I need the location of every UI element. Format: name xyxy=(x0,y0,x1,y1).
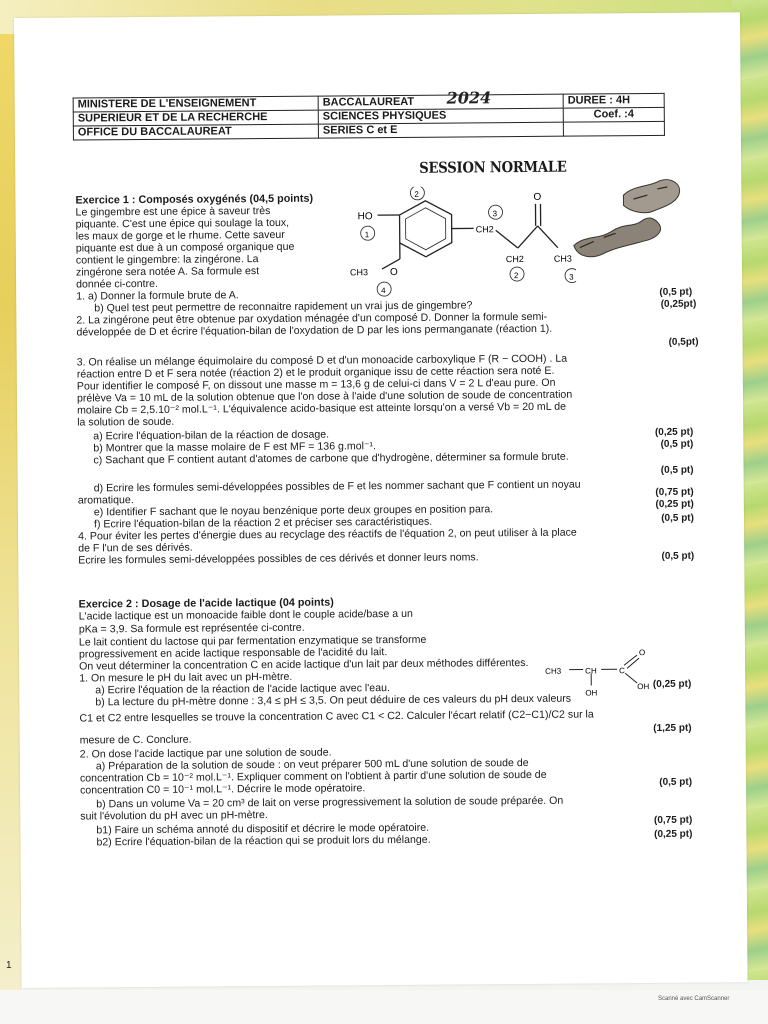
points: (0,5 pt) xyxy=(661,550,695,562)
ch3-label: CH3 xyxy=(553,253,572,264)
ex2-q2b-line: b) Dans un volume Va = 20 cm³ de lait on verse progressivement la solution de soude préparée. On xyxy=(96,794,564,811)
ex1-q3-line: Pour identifier le composé F, on dissout une masse m = 13,6 g de celui-ci dans V = 2 L d'eau pure. On xyxy=(76,376,556,393)
ex2-q2b2: b2) Ecrire l'équation-bilan de la réaction qui se produit lors du mélange. xyxy=(96,833,431,849)
ex1-q4-line: 4. Pour éviter les pertes d'énergie dues au recyclage des réactifs de l'équation 2, on peut utiliser à la place xyxy=(78,526,577,543)
subject: SCIENCES PHYSIQUES xyxy=(318,108,563,124)
series: SERIES C et E xyxy=(318,122,563,138)
points: (0,5 pt) xyxy=(659,286,693,298)
exercise-1-title: Exercice 1 : Composés oxygénés (04,5 points) xyxy=(75,192,314,207)
handwritten-year: 2024 xyxy=(446,88,492,108)
circled-number: 3 xyxy=(569,272,574,282)
points: (0,75 pt) xyxy=(653,814,693,826)
ex1-q3f: f) Ecrire l'équation-bilan de la réaction 2 et préciser ses caractéristiques. xyxy=(93,515,433,531)
ex1-q1b: b) Quel test peut permettre de reconnaitre rapidement un vrai jus de gingembre? xyxy=(94,299,473,315)
circled-number: 1 xyxy=(364,230,370,240)
ex1-q3b: b) Montrer que la masse molaire de F est MF = 136 g.mol⁻¹. xyxy=(93,440,377,455)
ex2-intro-line: L'acide lactique est un monoacide faible dont le couple acide/base a un xyxy=(78,607,413,623)
ex1-intro-line: les maux de gorge et le rhume. Cette saveur xyxy=(75,228,285,243)
points: (0,75 pt) xyxy=(655,486,694,498)
lactic-acid-structure xyxy=(545,643,655,704)
ministry-line-2: SUPERIEUR ET DE LA RECHERCHE xyxy=(73,110,318,126)
ex1-q3-line: la solution de soude. xyxy=(77,415,175,429)
ex1-intro-line: Le gingembre est une épice à saveur très xyxy=(75,204,271,219)
oh-label: OH xyxy=(585,688,598,698)
circled-number: 2 xyxy=(414,189,419,199)
ex2-q1b-line: mesure de C. Conclure. xyxy=(79,733,192,747)
scanner-watermark: Scanné avec CamScanner xyxy=(658,996,730,1002)
page-number: 1 xyxy=(6,960,12,971)
office-name: OFFICE DU BACCALAUREAT xyxy=(73,124,318,140)
points: (0,5 pt) xyxy=(660,438,694,450)
exam-sheet xyxy=(14,12,748,988)
circled-number: 3 xyxy=(492,209,498,219)
ex1-q3d-line: d) Ecrire les formules semi-développées possibles de F et les nommer sachant que F contient un noyau xyxy=(93,478,581,495)
ex1-q4-line: Ecrire les formules semi-développées possibles de ces dérivés et donner leurs noms. xyxy=(78,551,479,567)
ex2-q2: 2. On dose l'acide lactique par une solution de soude. xyxy=(79,746,332,761)
exercise-2-title: Exercice 2 : Dosage de l'acide lactique (04 points) xyxy=(78,596,334,611)
background-bottom xyxy=(0,990,768,1024)
oh-label: OH xyxy=(637,682,650,692)
ex2-q2a-line: concentration Cb = 10⁻² mol.L⁻¹. Expliquer comment on l'obtient à partir d'une solution de soude de xyxy=(79,768,547,785)
ex2-q2b-line: suit l'évolution du pH avec un pH-mètre. xyxy=(80,809,268,823)
o-label: O xyxy=(638,648,646,658)
ex2-q1b-line: b) La lecture du pH-mètre donne : 3,4 ≤ pH ≤ 3,5. On peut déduire de ces valeurs du pH deux valeurs xyxy=(95,692,572,709)
ex1-q2-line: 2. La zingérone peut être obtenue par oxydation ménagée d'un composé D. Donner la formule semi- xyxy=(76,310,548,327)
ex1-q3-line: molaire Cb = 2,5.10⁻² mol.L⁻¹. L'équivalence acido-basique est atteinte lorsqu'on a versé Vb = 20 mL de xyxy=(77,400,567,417)
ex1-intro-line: piquante. C'est une épice qui soulage la toux, xyxy=(75,216,290,231)
ch2-label-2: CH2 xyxy=(505,254,524,265)
ex1-q3-line: 3. On réalise un mélange équimolaire du composé D et d'un monoacide carboxylique F (R − COOH) . La xyxy=(76,352,568,369)
ex1-intro-line: contient le gingembre: la zingérone. La xyxy=(75,253,259,267)
ch3-label: CH3 xyxy=(545,666,562,676)
ch-label: CH xyxy=(585,666,597,676)
points: (0,5 pt) xyxy=(659,776,693,788)
c-label: C xyxy=(619,666,625,676)
coefficient: Coef. :4 xyxy=(563,107,664,122)
ex1-q3-line: réaction entre D et F sera notée (réaction 2) et le produit organique issu de cette réaction sera noté E. xyxy=(76,364,555,381)
ex2-intro-line: Le lait contient du lactose qui par fermentation enzymatique se transforme xyxy=(78,633,427,649)
ginger-root-image xyxy=(563,175,694,266)
ex1-q3-line: prélève Va = 10 mL de la solution obtenue que l'on dose à l'aide d'une solution de soude de concentration xyxy=(76,388,573,405)
points: (0,5 pt) xyxy=(661,512,694,524)
ex2-q1b-line: C1 et C2 entre lesquelles se trouve la concentration C avec C1 < C2. Calculer l'écart relatif (C2−C1)/C2 sur la xyxy=(79,708,594,725)
ex1-intro-line: piquante est due à un composé organique que xyxy=(75,240,295,255)
ex1-intro-line: zingérone sera notée A. Sa formule est xyxy=(75,265,260,279)
header-empty-cell xyxy=(563,121,664,136)
exam-name: BACCALAUREAT xyxy=(318,94,563,110)
ex2-intro-line: On veut déterminer la concentration C en acide lactique d'un lait par deux méthodes différentes. xyxy=(79,656,529,673)
session-title: SESSION NORMALE xyxy=(419,157,567,177)
ex1-q3d-line: aromatique. xyxy=(77,494,134,507)
ex1-q4-line: de F l'un de ses dérivés. xyxy=(78,541,193,555)
ether-o-label: O xyxy=(389,266,398,279)
carbonyl-o-label: O xyxy=(533,191,542,203)
ex2-q1a: a) Ecrire l'équation de la réaction de l'acide lactique avec l'eau. xyxy=(95,682,390,697)
ex2-intro-line: progressivement en acide lactique responsable de l'acidité du lait. xyxy=(78,646,388,661)
header-table xyxy=(73,93,665,141)
ex2-intro-line: pKa = 3,9. Sa formule est représentée ci-contre. xyxy=(78,621,305,636)
ex2-q2a-line: concentration C0 = 10⁻¹ mol.L⁻¹. Décrire le mode opératoire. xyxy=(80,782,366,797)
points: (0,25 pt) xyxy=(652,678,692,691)
ex2-q1: 1. On mesure le pH du lait avec un pH-mètre. xyxy=(79,670,293,685)
ex2-q2b1: b1) Faire un schéma annoté du dispositif et décrire le mode opératoire. xyxy=(96,821,430,837)
points: (0,25 pt) xyxy=(654,426,694,438)
circled-number: 4 xyxy=(381,286,386,296)
ministry-line-1: MINISTERE DE L'ENSEIGNEMENT xyxy=(73,96,318,112)
ch2-label-1: CH2 xyxy=(475,224,494,235)
ho-label: HO xyxy=(357,211,373,223)
zingerone-structure xyxy=(345,186,576,308)
points: (1,25 pt) xyxy=(653,722,692,735)
ex2-q2a-line: a) Préparation de la solution de soude : on veut préparer 500 mL d'une solution de soude de xyxy=(95,756,529,773)
ex1-q3c: c) Sachant que F contient autant d'atomes de carbone que d'hydrogène, déterminer sa formule brute. xyxy=(93,450,569,467)
points: (0,25 pt) xyxy=(654,828,693,840)
points: (0,25pt) xyxy=(660,298,697,310)
ex1-q2-line: développée de D et écrire l'équation-bilan de l'oxydation de D par les ions permanganate (réaction 1). xyxy=(76,322,553,339)
points: (0,5pt) xyxy=(668,336,699,348)
points: (0,5 pt) xyxy=(660,464,694,476)
ex1-q1a: 1. a) Donner la formule brute de A. xyxy=(76,289,239,303)
ex1-q3a: a) Ecrire l'équation-bilan de la réaction de dosage. xyxy=(93,428,330,443)
ex1-q3e: e) Identifier F sachant que le noyau benzénique porte deux groupes en position para. xyxy=(93,503,494,519)
ex1-intro-line: donnée ci-contre. xyxy=(76,277,158,291)
circled-number: 2 xyxy=(514,271,519,281)
ch3-methoxy-label: CH3 xyxy=(349,267,369,278)
points: (0,25 pt) xyxy=(655,498,694,510)
duration: DUREE : 4H xyxy=(563,93,664,108)
